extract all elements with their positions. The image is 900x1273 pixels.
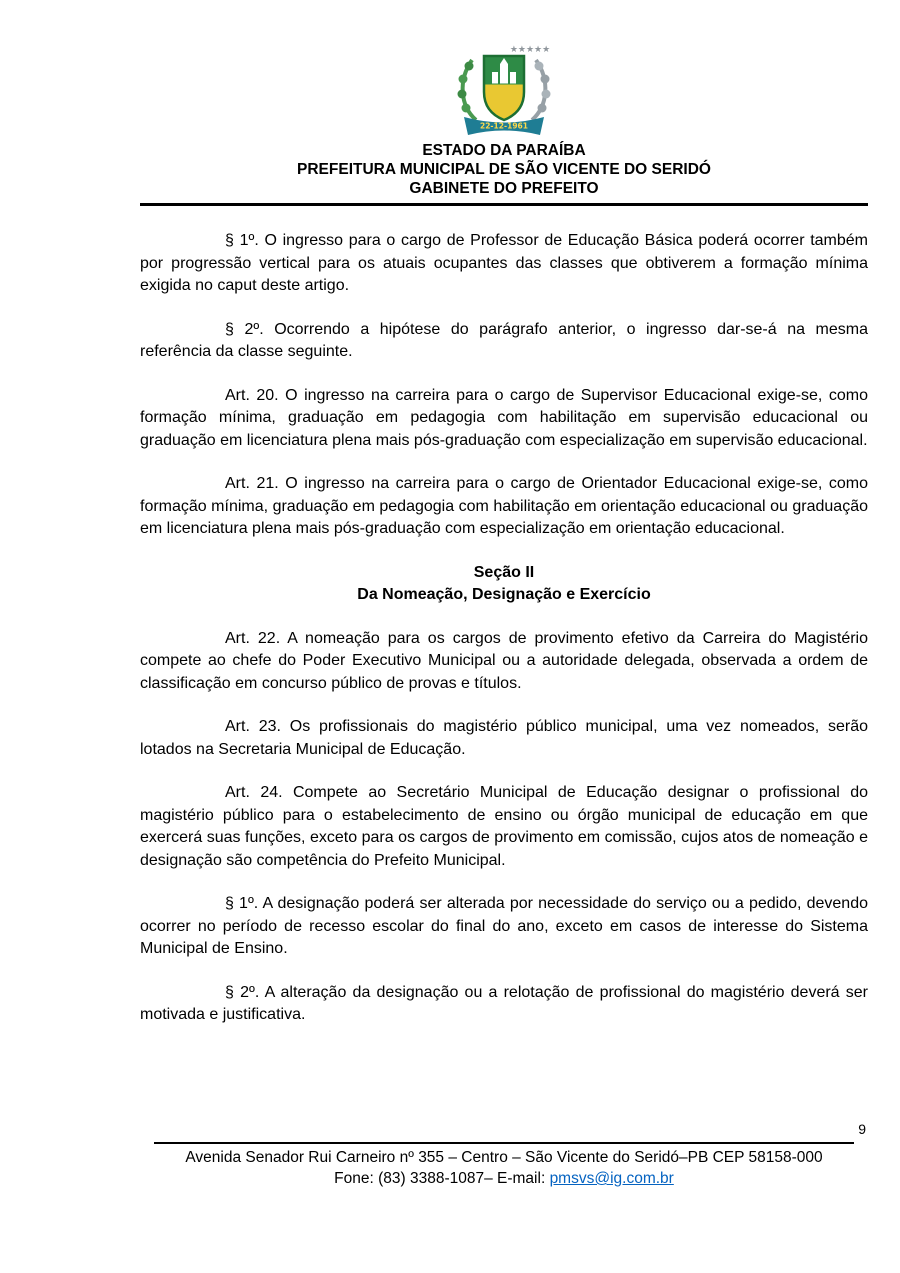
footer-contact xyxy=(140,1168,868,1189)
crest-date: 22-12-1961 xyxy=(480,121,528,131)
section-title: Seção II xyxy=(473,563,535,581)
crest-shield xyxy=(484,56,524,124)
document-body xyxy=(140,230,868,1048)
header-municipality: PREFEITURA MUNICIPAL DE SÃO VICENTE DO SERIDÓ xyxy=(297,161,711,178)
header-office: GABINETE DO PREFEITO xyxy=(409,180,599,197)
paragraph: Art. 21. O ingresso na carreira para o cargo de Orientador Educacional exige-se, como formação mínima, graduação em pedagogia com habilitação em orientação educacional ou graduação em licenciatura plena mais pós-graduação com especialização em orientação educacional. xyxy=(140,475,868,537)
crest-stars: ★★★★★ xyxy=(509,45,551,55)
paragraph: Art. 23. Os profissionais do magistério público municipal, uma vez nomeados, serão lotados na Secretaria Municipal de Educação. xyxy=(140,718,868,758)
section-heading xyxy=(140,562,868,607)
coat-of-arms xyxy=(140,42,868,137)
paragraph: Art. 20. O ingresso na carreira para o cargo de Supervisor Educacional exige-se, como formação mínima, graduação em pedagogia com habilitação em supervisão educacional ou graduação em licenciatura plena mais pós-graduação com especialização em supervisão educacional. xyxy=(140,386,868,449)
coat-of-arms-svg xyxy=(444,42,564,137)
header-state: ESTADO DA PARAÍBA xyxy=(422,142,586,159)
paragraph: § 2º. A alteração da designação ou a relotação de profissional do magistério deverá ser motivada e justificativa. xyxy=(140,983,868,1023)
footer-email-link[interactable]: pmsvs@ig.com.br xyxy=(549,1170,674,1187)
footer-address: Avenida Senador Rui Carneiro nº 355 – Centro – São Vicente do Seridó–PB CEP 58158-000 xyxy=(185,1149,823,1166)
header-text-block xyxy=(140,141,868,198)
paragraph: § 2º. Ocorrendo a hipótese do parágrafo anterior, o ingresso dar-se-á na mesma referência da classe seguinte. xyxy=(140,320,868,360)
crest-left-branch-icon xyxy=(458,60,477,120)
paragraph: Art. 22. A nomeação para os cargos de provimento efetivo da Carreira do Magistério compete ao chefe do Poder Executivo Municipal ou a autoridade delegada, observada a ordem de classificação em concurso público de provas e títulos. xyxy=(140,629,868,692)
page-number: 9 xyxy=(858,1121,866,1137)
header-divider xyxy=(140,203,868,206)
crest-right-branch-icon xyxy=(532,60,551,120)
paragraph: § 1º. O ingresso para o cargo de Professor de Educação Básica poderá ocorrer também por progressão vertical para os atuais ocupantes das classes que obtiverem a formação mínima exigida no caput deste artigo. xyxy=(140,232,868,294)
document-header xyxy=(140,42,868,206)
footer-divider xyxy=(154,1142,854,1144)
paragraph: Art. 24. Compete ao Secretário Municipal de Educação designar o profissional do magistério público para o estabelecimento de ensino ou órgão municipal de educação em que exercerá suas funções, exceto para os cargos de provimento em comissão, cujos atos de nomeação e designação são competência do Prefeito Municipal. xyxy=(140,784,868,869)
section-subtitle: Da Nomeação, Designação e Exercício xyxy=(357,586,651,603)
document-footer xyxy=(140,1121,868,1273)
footer-phone: Fone: (83) 3388-1087– E-mail: xyxy=(334,1170,550,1187)
paragraph: § 1º. A designação poderá ser alterada por necessidade do serviço ou a pedido, devendo ocorrer no período de recesso escolar do final do ano, exceto em casos de interesse do Sistema Municipal de Ensino. xyxy=(140,895,868,957)
